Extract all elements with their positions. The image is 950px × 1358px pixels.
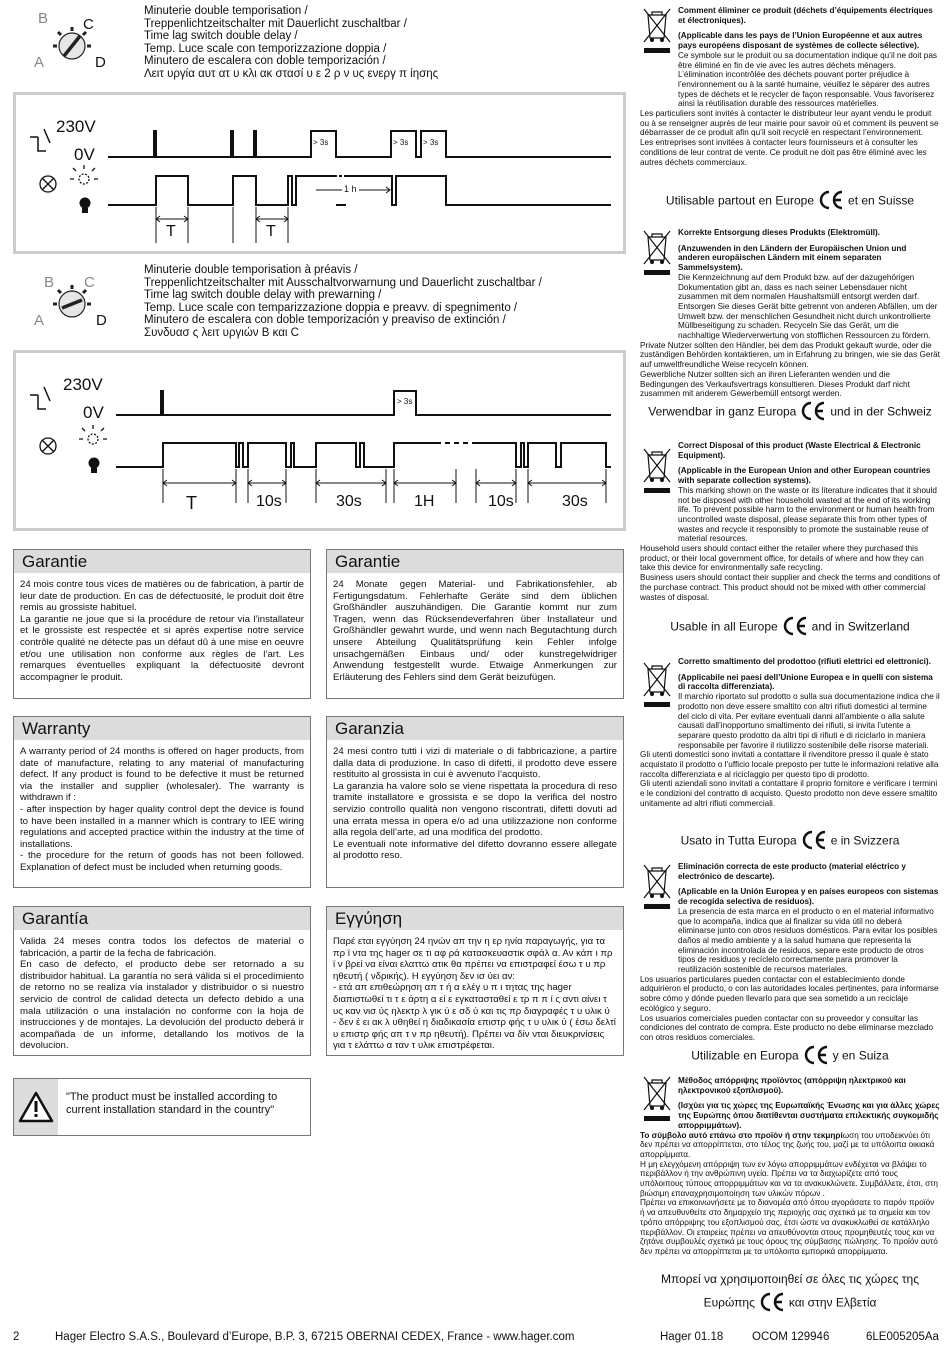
waste-applicable: (Aplicable en la Unión Europea y en países europeos con sistemas de recogida selectiva de residuos). (678, 887, 939, 907)
warranty-en (13, 716, 311, 888)
time-label: 30s (562, 493, 588, 510)
waste-applicable: (Ισχύει για τις χώρες της Ευρωπαϊκής Ένωσης και για άλλες χώρες της Ευρώπης όπου διατίθενται συστήματα επιλεκτικής συγκομιδής απορριμμάτων). (678, 1101, 940, 1130)
pulse-label: > 3s (393, 138, 409, 147)
title-line: Λειτ υργία αυτ ατ υ κλι ακ στασί υ ε 2 ρ ν υς ενεργ π ίησης (144, 67, 439, 80)
waste-paragraph: Private Nutzer sollten den Händler, bei dem das Produkt gekauft wurde, oder die zuständigen Behörden kontaktieren, um in Erfahrung zu bringen, wie sie das Gerät auf umweltfreundliche Weise recyceln können. (640, 340, 940, 370)
waste-it (640, 657, 940, 809)
guarantee-paragraph: - the procedure for the return of goods has not been followed. Explanation of defect must be included when returning goods. (20, 850, 304, 873)
waste-es (640, 862, 940, 1043)
waste-heading: Korrekte Entsorgung dieses Produkts (Elektromüll). (678, 228, 880, 237)
guarantee-gr (326, 906, 624, 1056)
waste-lead: Το σύμβολο αυτό επάνω στο προϊόν ή στην τεκμηρί (640, 1130, 843, 1140)
usable-it: Usato in Tutta Europa e in Svizzera (640, 830, 940, 853)
section1-title (144, 5, 624, 81)
waste-paragraph: Los usuarios particulares pueden contactar con el establecimiento donde adquirieron el producto, o con las autoridades locales pertinentes, para informarse sobre cómo y dónde pueden llevarlo para que sea sometido a un reciclaje ecológico y seguro. (640, 974, 939, 1013)
waste-applicable: (Applicable in the European Union and other European countries with separate collection systems). (678, 466, 931, 486)
t-label: T (166, 223, 176, 240)
footer-date: Hager 01.18 (660, 1331, 724, 1343)
time-label: 1H (414, 493, 435, 510)
waste-paragraph: Πρέπει να επικοινωνήσετε με το διανομέα από όπου αγοράσατε το παρόν προϊόν ή να απευθυνθείτε στο δημαρχείο της περιοχής σας σχετικά με τα σημεία και τον τρόπο απόρριψης του εξοπλισμού σας, έτσι ώστε να ανακυκλωθεί σε κατάλληλο περιβάλλον. Οι εταιρείες πρέπει να απευθύνονται στους προμηθευτές τους και να ζητάνε συμβουλές σχετικά με τους όρους της σύμβασης πώλησης. Το προϊόν αυτό δεν πρέπει να απορρίπτεται με τα υπόλοιπα εμπορικά απορρίμματα. (640, 1198, 938, 1256)
usable-fr: Utilisable partout en Europe et en Suisse (640, 190, 940, 213)
waste-paragraph: Les particuliers sont invités à contacter le distributeur leur ayant vendu le produit ou à se renseigner auprès de leur mairie pour savoir où et comment ils peuvent se débarrasser de ce produit afin qu’il soit recyclé en respectant l’environnement. (640, 109, 939, 138)
usable-en: Usable in all Europe and in Switzerland (640, 616, 940, 639)
guarantee-paragraph: En caso de defecto, el producto debe ser retornado a su distribuidor habitual. La garantía no será válida si el procedimiento de retorno no se realiza vía instalador y distribuidor o si nuestro servicio de control de calidad detecta un defecto debido a una mala utilización o una instalación no conforme con la hoja de instrucciones y de montajes. La devolución del producto deberá ir acompañada de un informe, detallando los motivos de la devolucion. (20, 959, 304, 1052)
guarantee-paragraph: Valida 24 meses contra todos los defectos de material o fabricación, a partir de la fecha de fabricación. (20, 936, 304, 959)
waste-applicable: (Applicabile nei paesi dell’Unione Europea e in quelli con sistema di raccolta differenziata). (678, 672, 933, 692)
waste-paragraph: Household users should contact either the retailer where they purchased this product, or their local government office, for details of where and how they can take this device for environmentally safe recycling. (640, 544, 924, 573)
waste-paragraph: Il marchio riportato sul prodotto o sulla sua documentazione indica che il prodotto non deve essere smaltito con altri rifiuti domestici al termine del ciclo di vita. Per evitare eventuali danni all’ambiente o alla salute causati dall’inopportuno smaltimento dei rifiuti, si invita l’utente a separare questo prodotto da altri tipi di rifiuti e di riciclarlo in maniera responsabile per favorire il riutilizzo sostenibile delle risorse materiali. (678, 692, 940, 750)
title-line: Temp. Luce scale con temparizzazione doppia e preavv. di spegnimento / (144, 301, 518, 314)
guarantee-de (326, 549, 624, 699)
guarantee-paragraph: Le eventuali note informative del difetto dovranno essere allegate al prodotto reso. (333, 838, 617, 862)
guarantee-title: Garantía (14, 907, 310, 930)
knob-label-c: C (83, 16, 94, 33)
guarantee-paragraph: 24 mois contre tous vices de matières ou de fabrication, à partir de leur date de production. En cas de défectuosité, le produit doit être remis au grossiste habituel. (20, 579, 304, 614)
warning-icon-bg (14, 1079, 58, 1135)
guarantee-title: Garanzia (327, 717, 623, 740)
guarantee-paragraph: 24 mesi contro tutti i vizi di materiale o di fabbricazione, a partire dalla data di produzione. In caso di difetti, il prodotto deve essere restituito al grossista in cui è avvenuto l’acquisto. (333, 746, 617, 781)
waste-paragraph: La presencia de esta marca en el producto o en el material informativo que lo acompaña, indica que al finalizar su vida útil no deberá eliminarse junto con otros residuos domésticos. Para evitar los posibles daños al medio ambiente y a la salud humana que representa la eliminación incontrolada de residuos, separe este producto de otros tipos de residuos y recíclelo correctamente para promover la reutilización sostenible de recursos materiales. (678, 906, 938, 975)
usable-gr: Ευρώπης και στην Ελβετία (640, 1292, 940, 1315)
warning-icon (14, 1079, 58, 1135)
title-line: Minuterie double temporisation / (144, 5, 308, 17)
knob-label-b: B (38, 10, 49, 27)
timing-diagram-2 (13, 350, 626, 531)
time-label: 10s (256, 493, 282, 510)
guarantee-it (326, 716, 624, 888)
knob-label-d: D (95, 54, 106, 71)
guarantee-paragraph: La garanzia ha valore solo se viene rispettata la procedura di reso tramite installatore e grossista e se dopo la verifica del nostro servizio controllo qualità non vengono riscontrati, difetti dovuti ad una errata messa in opera e/o ad una utilizzazione non conforme alla regola dell’arte, ad una modifica del prodotto. (333, 780, 617, 839)
guarantee-title: Εγγύηση (327, 907, 623, 930)
knob-label-a: A (34, 54, 45, 71)
title-line: Συνδυασ ς λειτ υργιών Β και C (144, 326, 299, 339)
ce-mark-icon (799, 401, 827, 424)
ce-mark-icon (802, 1045, 830, 1068)
t-label: T (266, 223, 276, 240)
waste-paragraph: Gewerbliche Nutzer sollten sich an ihren Lieferanten wenden und die Bedingungen des Verkaufsvertrags konsultieren. Dieses Produkt darf nicht zusammen mit anderem Gewerbemüll entsorgt werden. (640, 369, 910, 399)
guarantee-paragraph: Παρέ εται εγγύηση 24 ηνών απ την η ερ ηνία παραγωγής, για τα πρ ϊ ντα της hager σε τι αφ ρά κατασκευαστικ σφάλ α. Αν κάπ ι πρ ϊ ν βρεί να είναι ελαττω ατικ θα πρέπει να επιστραφεί έσω τ υ πρ ηθευτή ( νδρικής). Η εγγύηση δεν ισ ύει αν: (333, 936, 613, 982)
footer-code: OCOM 129946 (752, 1331, 830, 1343)
waste-heading: Corretto smaltimento del prodottoo (rifiuti elettrici ed elettronici). (678, 657, 931, 666)
guarantee-paragraph: A warranty period of 24 months is offered on hager products, from date of manufacture, relating to any material of manufacturing defect. If any product is found to be defective it must be returned via the installer and supplier (wholesaler). The warranty is withdrawn if : (20, 746, 304, 804)
waste-paragraph: ωση του υποδεικνύει ότι δεν πρέπει να απορρίπτεται, στο τέλος της ζωής του, μαζί με τα υπόλοιπα οικιακά απορρίμματα. (640, 1130, 935, 1159)
installation-warning (13, 1078, 311, 1136)
timing-diagram-1 (13, 92, 626, 254)
voltage-low-label: 0V (74, 145, 95, 164)
title-line: Temp. Luce scale con temporizzazione doppia / (144, 42, 387, 55)
waste-paragraph: Gli utenti domestici sono invitati a contattare il rivenditore presso il quale è stato acquistato il prodotto o l’ufficio locale preposto per tutte le informazioni relative alla raccolta differenziata e al riciclaggio per questo tipo di prodotto. (640, 750, 939, 779)
title-line: Time lag switch double delay / (144, 30, 298, 43)
title-line: Time lag switch double delay with prewarning / (144, 289, 382, 302)
guarantee-paragraph: - after inspection by hager quality control dept the device is found to have been installed in a manner which is contrary to IEE wiring regulations and accepted practice within the industry at the time of installations. (20, 803, 304, 850)
usable-es: Utilizable en Europa y en Suiza (640, 1045, 940, 1068)
waste-applicable: (Applicable dans les pays de l’Union Européenne et aux autres pays européens disposant de systèmes de collecte sélective). (678, 31, 923, 51)
knob-label-d: D (96, 312, 107, 329)
guarantee-title: Warranty (14, 717, 310, 740)
title-line: Treppenlichtzeitschalter mit Dauerlicht zuschaltbar / (144, 17, 407, 30)
waste-paragraph: Gli utenti aziendali sono invitati a contattare il proprio fornitore e verificare i termini e le condizioni del contratto di acquisto. Questo prodotto non deve essere smaltito unitamente ad altri rifiuti commerciali. (640, 779, 938, 808)
waste-heading: Μέθοδος απόρριψης προϊόντος (απόρριψη ηλεκτρικού και ηλεκτρονικού εξοπλισμού). (678, 1076, 906, 1095)
title-line: Minutero de escalera con doble temporización y preaviso de extinción / (144, 314, 506, 327)
pulse-label: > 3s (313, 138, 329, 147)
title-line: Minutero de escalera con doble temporización / (144, 55, 386, 68)
waste-heading: Eliminación correcta de este producto (material eléctrico y electrónico de descarte). (678, 862, 906, 881)
guarantee-title: Garantie (327, 550, 623, 573)
ce-mark-icon (817, 190, 845, 213)
time-label: 30s (336, 493, 362, 510)
waste-en (640, 441, 940, 602)
waste-paragraph: Η μη ελεγχόμενη απόρριψη των εν λόγω απορριμμάτων ενδέχεται να βλάψει το περιβάλλον ή την ανθρώπινη υγεία. Πρέπει να τα διαχωρίζετε από τους υπόλοιπους τύπους απορριμμάτων και να τα ανακυκλώνετε. Συμβάλλετε, έτσι, στη βιώσιμη επαναχρησιμοποίηση των υλικών πόρων . (640, 1159, 938, 1198)
title-line: Treppenlichtzeitschalter mit Ausschaltvorwarnung und Dauerlicht zuschaltbar / (144, 276, 542, 289)
waste-paragraph: Ce symbole sur le produit ou sa documentation indique qu’il ne doit pas être éliminé en fin de vie avec les autres déchets ménagers. L’élimination incontrôlée des déchets pouvant porter préjudice à l’environnement ou à la santé humaine, veuillez le séparer des autres types de déchets et le recycler de façon responsable. Vous favoriserez ainsi la réutilisation durable des ressources matérielles. (678, 50, 937, 109)
pulse-label: > 3s (423, 138, 439, 147)
footer-address: Hager Electro S.A.S., Boulevard d’Europe, B.P. 3, 67215 OBERNAI CEDEX, France - www.hager.com (55, 1331, 575, 1343)
waste-paragraph: This marking shown on the waste or its literature indicates that it should not be disposed with other household wasted at the end of its working life. To prevent possible harm to the environment or human health from uncontrolled waste disposal, please separate this from other types of wastes and recycle it responsibly to promote the sustainable reuse of material resources. (678, 485, 937, 544)
usable-gr-line1: Μπορεί να χρησιμοποιηθεί σε όλες τις χώρες της (660, 1272, 920, 1286)
guarantee-paragraph: - δεν έ ει ακ λ υθηθεί η διαδικασία επιστρ φής τ υ υλικ ύ ( έσω δελτί υ επιστρ φής απ τ ν πρ ηθευτή). Πρέπει να δίν νται διευκρινίσεις για τ ελάττω α ταν τ υλικ επιστρέφεται. (333, 1017, 616, 1052)
voltage-high-label: 230V (63, 375, 103, 394)
guarantee-title: Garantie (14, 550, 310, 573)
title-line: Minuterie double temporisation à préavis / (144, 264, 358, 276)
time-label-t: T (186, 493, 197, 513)
knob-label-b: B (44, 274, 55, 291)
knob-label-a: A (34, 312, 45, 329)
guarantee-fr (13, 549, 311, 699)
time-label: 10s (488, 493, 514, 510)
guarantee-paragraph: 24 Monate gegen Material- und Fabrikationsfehler, ab Fertigungsdatum. Fehlerhafte Geräte sind dem üblichen Großhändler auszuhändigen. Die Garantie kommt nur zum Tragen, wenn das Rücksendeverfahren über Installateur und Großhändler gewahrt wurde, und wenn nach Begutachtung durch unsere Abteilung Qualitätsprüfung kein Fehler infolge unsachgemäßen Einbaus und/ oder kunstregelwidriger Anwendung festgestellt wurde. Etwaige Anmerkungen zur Erläuterung des Fehlers sind dem Gerät beizufügen. (333, 579, 617, 683)
hour-label: 1 h (344, 184, 357, 194)
waste-heading: Correct Disposal of this product (Waste Electrical & Electronic Equipment). (678, 441, 921, 460)
ce-mark-icon (800, 830, 828, 853)
waste-fr (640, 6, 940, 167)
footer-ref: 6LE005205Aa (866, 1331, 939, 1343)
waste-de (640, 228, 940, 399)
page-number: 2 (13, 1331, 20, 1343)
ce-mark-icon (781, 616, 809, 639)
waste-gr (640, 1076, 940, 1257)
guarantee-es (13, 906, 311, 1056)
waste-paragraph: Business users should contact their supplier and check the terms and conditions of the purchase contract. This product should not be mixed with other commercial wastes of disposal. (640, 573, 940, 602)
voltage-high-label: 230V (56, 117, 96, 136)
guarantee-paragraph: La garantie ne joue que si la procédure de retour via l’installateur et le grossiste est respectée et si après expertise notre service contrôle qualité ne détecte pas un défaut dû à une mise en oeuvre et/ou une utilisation non conforme aux règles de l’art. Les remarques éventuelles expliquant la défectuosité devront accompagner le produit. (20, 613, 304, 683)
waste-paragraph: Die Kennzeichnung auf dem Produkt bzw. auf der dazugehörigen Dokumentation gibt an, dass es nach seiner Lebensdauer nicht zusammen mit dem normalen Haushaltsmüll entsorgt werden darf. Entsorgen Sie dieses Gerät bitte getrennt von anderen Abfällen, um der Umwelt bzw. der menschlichen Gesundheit nicht durch unkontrollierte Müllbeseitigung zu schaden. Recyceln Sie das Gerät, um die nachhaltige Wiederverwertung von stofflichen Ressourcen zu fördern. (678, 272, 938, 341)
section2-title (144, 264, 634, 340)
waste-paragraph: Les entreprises sont invitées à contacter leurs fournisseurs et à consulter les conditions de leur contrat de vente. Ce produit ne doit pas être éliminé avec les autres déchets commerciaux. (640, 138, 927, 167)
voltage-low-label: 0V (83, 403, 104, 422)
warning-text: "The product must be installed according to current installation standard in the country" (66, 1091, 278, 1116)
waste-applicable: (Anzuwenden in den Ländern der Europäischen Union und anderen europäischen Ländern mit einem separaten Sammelsystem). (678, 243, 907, 273)
guarantee-paragraph: - ετά απ επιθεώρηση απ τ ή α ελέγ υ π ι τητας της hager διαπιστωθεί τι τ ε άρτη α εί ε εγκατασταθεί ε τρ π π ί ς αντι αίνει τ υς καν νισ ύς ηλεκτρ λ γικ ύ ε σδ ύ και τις πρ διαγραφές τ υ υλικ ύ (333, 982, 610, 1017)
pulse-label: > 3s (397, 397, 413, 406)
waste-heading: Comment éliminer ce produit (déchets d’équipements électriques et électroniques). (678, 6, 933, 25)
ce-mark-icon (758, 1292, 786, 1315)
knob-label-c: C (84, 274, 95, 291)
usable-de: Verwendbar in ganz Europa und in der Schweiz (640, 401, 940, 424)
waste-paragraph: Los usuarios comerciales pueden contactar con su proveedor y consultar las condiciones del contrato de compra. Este producto no debe eliminarse mezclado con otros residuos comerciales. (640, 1013, 934, 1042)
